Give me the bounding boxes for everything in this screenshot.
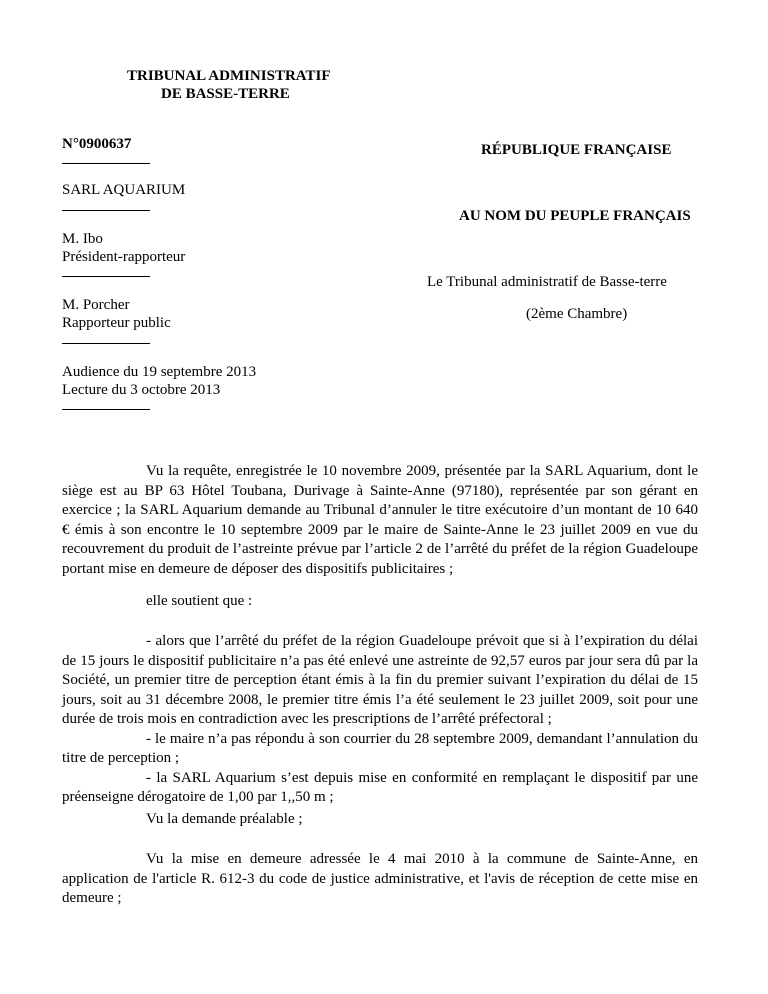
separator-line — [62, 343, 150, 344]
separator-line — [62, 210, 150, 211]
audience-date: Audience du 19 septembre 2013 — [62, 364, 257, 380]
rapporteur-role: Rapporteur public — [62, 315, 171, 331]
case-number: N°0900637 — [62, 136, 132, 152]
republic-heading: RÉPUBLIQUE FRANÇAISE — [481, 142, 672, 158]
arguments-list — [62, 632, 698, 808]
formal-notice-text: Vu la mise en demeure adressée le 4 mai 2010 à la commune de Sainte-Anne, en application de l'article R. 612-3 du code de justice administrative, et l'avis de réception de cette mise en demeure ; — [62, 851, 698, 906]
president-name: M. Ibo — [62, 231, 103, 247]
formal-notice-paragraph — [62, 850, 698, 909]
president-role: Président-rapporteur — [62, 249, 186, 265]
separator-line — [62, 163, 150, 164]
prior-request-text: Vu la demande préalable ; — [146, 811, 303, 827]
prior-request-paragraph — [62, 810, 698, 830]
separator-line — [62, 276, 150, 277]
party-name: SARL AQUARIUM — [62, 182, 186, 198]
argument-item: - la SARL Aquarium s’est depuis mise en conformité en remplaçant le dispositif par une préenseigne dérogatoire de 1,00 par 1,,50 m ; — [62, 769, 698, 805]
lecture-date: Lecture du 3 octobre 2013 — [62, 382, 221, 398]
separator-line — [62, 409, 150, 410]
request-text: Vu la requête, enregistrée le 10 novembre 2009, présentée par la SARL Aquarium, dont le siège est au BP 63 Hôtel Toubana, Durivage à Sainte-Anne (97180), représentée par son gérant en exercice ; la SARL Aquarium demande au Tribunal d’annuler le titre exécutoire d’un montant de 10 640 € émis à son encontre le 10 septembre 2009 par le maire de Sainte-Anne le 23 juillet 2009 en vue du recouvrement du produit de l’astreinte prévue par l’article 2 de l’arrêté du préfet de la région Guadeloupe portant mise en demeure de déposer des dispositifs publicitaires ; — [62, 463, 698, 577]
court-name-line1: TRIBUNAL ADMINISTRATIF — [127, 68, 331, 84]
tribunal-line: Le Tribunal administratif de Basse-terre — [427, 274, 667, 290]
request-paragraph — [62, 462, 698, 579]
arguments-intro — [62, 592, 698, 612]
argument-item: - le maire n’a pas répondu à son courrier du 28 septembre 2009, demandant l’annulation du titre de perception ; — [62, 730, 698, 766]
court-name-line2: DE BASSE-TERRE — [161, 86, 290, 102]
arguments-intro-text: elle soutient que : — [146, 593, 253, 609]
chamber-line: (2ème Chambre) — [526, 306, 628, 322]
people-heading: AU NOM DU PEUPLE FRANÇAIS — [459, 208, 691, 224]
rapporteur-name: M. Porcher — [62, 297, 130, 313]
argument-item: - alors que l’arrêté du préfet de la région Guadeloupe prévoit que si à l’expiration du délai de 15 jours le dispositif publicitaire n’a pas été enlevé une astreinte de 92,57 euros par jour sera dû par la Société, un premier titre de perception étant émis à la fin du premier suivant l’expiration du délai de 15 jours, soit au 31 décembre 2008, le premier titre émis l’a été seulement le 23 juillet 2009, soit pour une durée de trois mois en contradiction avec les prescriptions de l’arrêté préfectoral ; — [62, 633, 698, 727]
